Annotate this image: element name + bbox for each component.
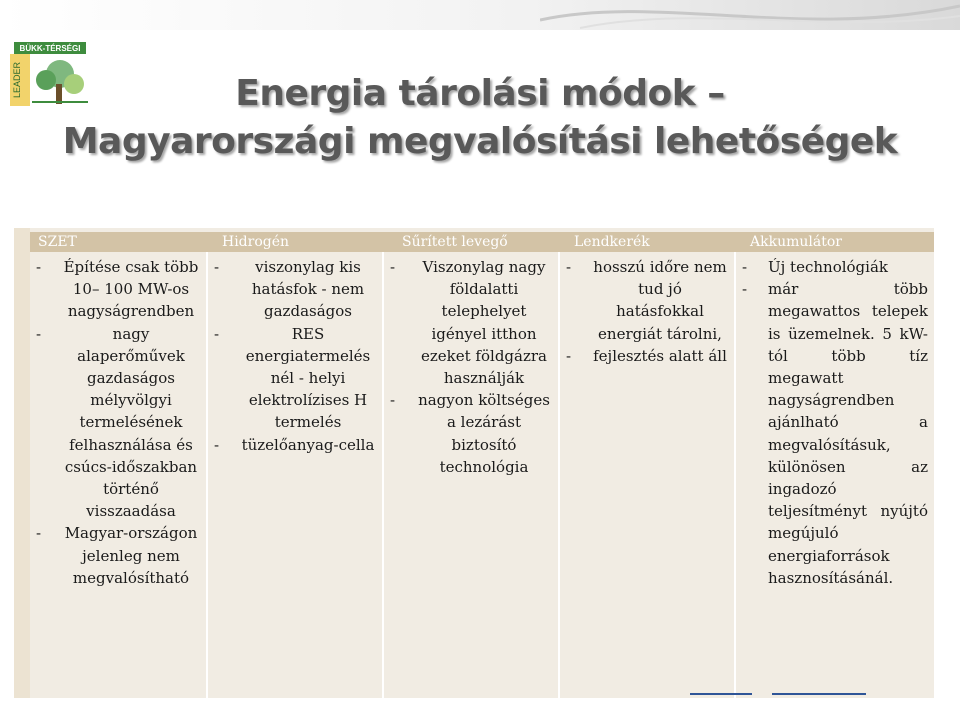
list-item: - Viszonylag nagy földalatti telephelyet igényel itthon ezeket földgázra használják xyxy=(390,258,547,388)
column-szet xyxy=(30,252,206,698)
column-lendkerek xyxy=(560,252,734,698)
table-left-stripe xyxy=(14,228,30,698)
list-item: - viszonylag kis hatásfok - nem gazdaságos xyxy=(214,258,365,321)
list-item: - nagy alaperőművek gazdaságos mélyvölgyi termelésének felhasználása és csúcs-időszakban történő visszaadása xyxy=(36,324,198,521)
list-item: - nagyon költséges a lezárást biztosító technológia xyxy=(390,391,550,476)
list-item: - fejlesztés alatt áll xyxy=(566,346,727,365)
list-item: - RES energiatermelés nél - helyi elektrolízises H termelés xyxy=(214,324,371,432)
list-item: - hosszú időre nem tud jó hatásfokkal energiát tárolni, xyxy=(566,258,727,343)
column-hidrogen xyxy=(208,252,382,698)
title-line-1: Energia tárolási módok – xyxy=(235,73,725,114)
header-szet: SZET xyxy=(38,234,77,250)
list-item: - Új technológiák xyxy=(742,258,888,276)
storage-comparison-table xyxy=(14,228,934,698)
list-item: - Magyar-országon jelenleg nem megvalósítható xyxy=(36,524,198,587)
swirl-decoration xyxy=(540,0,960,34)
list-item: - Építése csak több 10– 100 MW-os nagyságrendben xyxy=(36,258,199,321)
logo-text: BÜKK-TÉRSÉGI xyxy=(19,44,81,53)
title-line-2: Magyarországi megvalósítási lehetőségek xyxy=(62,121,898,162)
slide-title xyxy=(0,70,960,166)
column-akkumulator xyxy=(736,252,934,698)
header-akkumulator: Akkumulátor xyxy=(750,234,842,250)
header-hidrogen: Hidrogén xyxy=(222,234,290,250)
list-item: - már több megawattos telepek is üzemelnek. 5 kW-tól több tíz megawatt nagyságrendben ajánlható a megvalósításuk, különösen az ingadozó teljesítményt nyújtó megújuló energiaforrások hasznosításánál. xyxy=(742,280,928,587)
header-suritett-levego: Sűrített levegő xyxy=(402,234,508,250)
footer-underline xyxy=(772,693,866,695)
column-suritett-levego xyxy=(384,252,558,698)
svg-text:LEADER: LEADER xyxy=(12,61,22,98)
table-header-row xyxy=(30,232,934,252)
list-item: - tüzelőanyag-cella xyxy=(214,435,375,454)
footer-underline xyxy=(690,693,752,695)
header-lendkerek: Lendkerék xyxy=(574,234,650,250)
